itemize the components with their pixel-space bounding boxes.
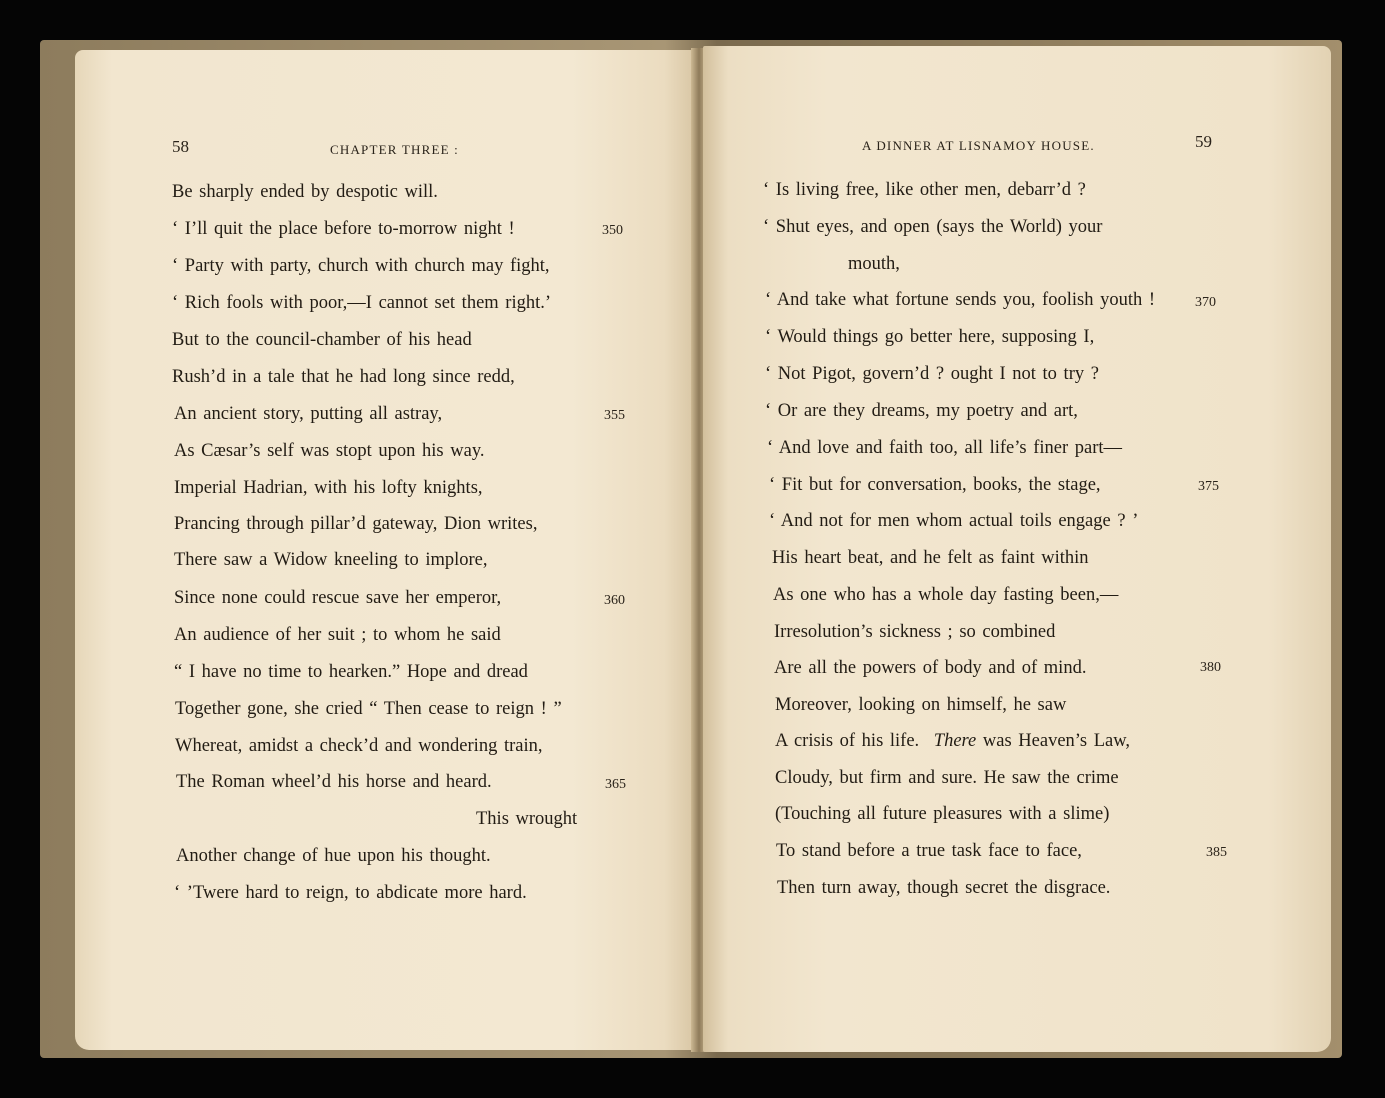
verse-line: ‘ Shut eyes, and open (says the World) your — [763, 217, 1103, 237]
verse-line: Imperial Hadrian, with his lofty knights, — [174, 478, 483, 498]
verse-line: “ I have no time to hearken.” Hope and dread — [174, 662, 528, 682]
line-number: 380 — [1200, 660, 1221, 675]
line-number: 360 — [604, 593, 625, 608]
verse-line: mouth, — [848, 254, 900, 274]
verse-line: Prancing through pillar’d gateway, Dion writes, — [174, 514, 538, 534]
verse-line-text: A crisis of his life. — [775, 731, 920, 751]
verse-line: His heart beat, and he felt as faint within — [772, 548, 1089, 568]
left-page-number: 58 — [172, 137, 189, 156]
verse-line: Be sharply ended by despotic will. — [172, 182, 438, 202]
verse-line: ‘ Rich fools with poor,—I cannot set them right.’ — [172, 293, 552, 313]
verse-line: As Cæsar’s self was stopt upon his way. — [174, 441, 485, 461]
verse-line — [775, 731, 1130, 752]
line-number: 375 — [1198, 479, 1219, 494]
verse-line: Irresolution’s sickness ; so combined — [774, 622, 1056, 642]
verse-line: An ancient story, putting all astray, — [174, 404, 443, 424]
verse-line: This wrought — [476, 809, 578, 829]
line-number: 365 — [605, 777, 626, 792]
verse-line: ‘ Or are they dreams, my poetry and art, — [765, 401, 1078, 421]
verse-line: To stand before a true task face to face, — [776, 841, 1082, 861]
verse-line: ‘ I’ll quit the place before to-morrow night ! — [172, 219, 515, 239]
right-running-head: A DINNER AT LISNAMOY HOUSE. — [862, 138, 1095, 153]
verse-line: There saw a Widow kneeling to implore, — [174, 550, 488, 570]
verse-line: (Touching all future pleasures with a slime) — [775, 804, 1110, 824]
line-number: 370 — [1195, 295, 1216, 310]
verse-line: Moreover, looking on himself, he saw — [775, 695, 1067, 715]
verse-line: Together gone, she cried “ Then cease to reign ! ” — [175, 699, 562, 719]
verse-line: Whereat, amidst a check’d and wondering train, — [175, 736, 543, 756]
verse-line: Cloudy, but firm and sure. He saw the crime — [775, 768, 1119, 788]
verse-line: Then turn away, though secret the disgrace. — [777, 878, 1111, 898]
verse-line: ‘ And not for men whom actual toils engage ? ’ — [769, 511, 1139, 531]
verse-line: As one who has a whole day fasting been,— — [773, 585, 1119, 605]
right-page-number: 59 — [1195, 132, 1212, 151]
verse-line-emphasis: There — [933, 731, 977, 751]
line-number: 355 — [604, 408, 625, 423]
verse-line: Another change of hue upon his thought. — [176, 846, 491, 866]
verse-line: Since none could rescue save her emperor, — [174, 588, 502, 608]
verse-line: Are all the powers of body and of mind. — [774, 658, 1087, 678]
verse-line: ‘ Would things go better here, supposing I, — [765, 327, 1095, 347]
right-page — [703, 46, 1331, 1052]
verse-line: ‘ Party with party, church with church may fight, — [172, 256, 550, 276]
left-running-head: CHAPTER THREE : — [330, 142, 459, 157]
verse-line-text: was Heaven’s Law, — [982, 731, 1131, 751]
verse-line: ‘ Fit but for conversation, books, the stage, — [769, 475, 1101, 495]
verse-line: ‘ And love and faith too, all life’s finer part— — [767, 438, 1123, 458]
line-number: 385 — [1206, 845, 1227, 860]
verse-line: ‘ ’Twere hard to reign, to abdicate more hard. — [174, 883, 527, 903]
verse-line: Rush’d in a tale that he had long since redd, — [172, 367, 515, 387]
left-page — [75, 50, 695, 1050]
verse-line: An audience of her suit ; to whom he said — [174, 625, 501, 645]
verse-line: ‘ And take what fortune sends you, foolish youth ! — [765, 290, 1155, 310]
verse-line: But to the council-chamber of his head — [172, 330, 472, 350]
verse-line: The Roman wheel’d his horse and heard. — [176, 772, 492, 792]
verse-line: ‘ Is living free, like other men, debarr’d ? — [763, 180, 1086, 200]
verse-line: ‘ Not Pigot, govern’d ? ought I not to try ? — [765, 364, 1099, 384]
line-number: 350 — [602, 223, 623, 238]
